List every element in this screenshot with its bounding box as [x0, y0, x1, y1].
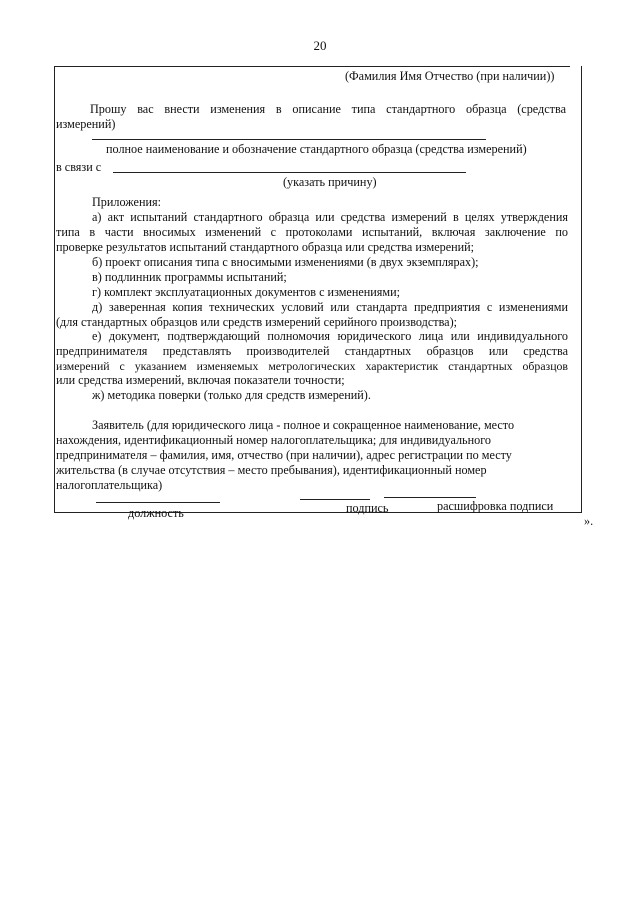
appendix-line: ж) методика поверки (только для средств измерений).	[92, 388, 371, 402]
appendix-line: д) заверенная копия технических условий или стандарта предприятия с изменениями	[92, 300, 568, 314]
header-note: (Фамилия Имя Отчество (при наличии))	[345, 69, 555, 83]
appendix-line: б) проект описания типа с вносимыми изменениями (в двух экземплярах);	[92, 255, 479, 269]
reason-prefix: в связи с	[56, 160, 102, 174]
appendix-line: г) комплект эксплуатационных документов с изменениями;	[92, 285, 401, 299]
appendix-line: или средства измерений, включая показатели точности;	[56, 373, 345, 387]
appendix-line: измерений с указанием изменяемых метрологических характеристик стандартных образцов	[56, 359, 568, 373]
appendix-line: в) подлинник программы испытаний;	[92, 270, 287, 284]
name-fill-line	[92, 139, 486, 140]
appendix-line: а) акт испытаний стандартного образца или средства измерений в целях утверждения	[92, 210, 568, 224]
position-caption: должность	[128, 506, 184, 520]
appendix-line: е) документ, подтверждающий полномочия юридического лица или индивидуального	[92, 329, 568, 343]
appendix-title: Приложения:	[92, 195, 161, 209]
reason-caption: (указать причину)	[283, 175, 377, 189]
applicant-line: нахождения, идентификационный номер налогоплательщика; для индивидуального	[56, 433, 492, 447]
closing-mark: ».	[584, 514, 594, 528]
applicant-line: предпринимателя – фамилия, имя, отчество (при наличии), адрес регистрации по месту	[56, 448, 512, 462]
request-line-2: измерений)	[56, 117, 116, 131]
request-line-1: Прошу вас внести изменения в описание типа стандартного образца (средства	[90, 102, 566, 116]
name-caption: полное наименование и обозначение стандартного образца (средства измерений)	[106, 142, 527, 156]
appendix-line: предпринимателя представлять производителей стандартных образцов или средства	[56, 344, 568, 358]
appendix-line: проверке результатов испытаний стандартного образца или средства измерений;	[56, 240, 475, 254]
applicant-line: Заявитель (для юридического лица - полное и сокращенное наименование, место	[92, 418, 515, 432]
applicant-line: жительства (в случае отсутствия – место пребывания), идентификационный номер	[56, 463, 487, 477]
sign-fill-line	[300, 499, 370, 500]
applicant-line: налогоплательщика)	[56, 478, 163, 492]
appendix-line: типа в части вносимых изменений с протоколами испытаний, включая заключение по	[56, 225, 568, 239]
page-number: 20	[313, 38, 327, 53]
decoding-fill-line	[384, 497, 476, 498]
reason-fill-line	[113, 172, 466, 173]
appendix-line: (для стандартных образцов или средств измерений серийного производства);	[56, 315, 458, 329]
decoding-caption: расшифровка подписи	[437, 499, 554, 513]
position-fill-line	[96, 502, 220, 503]
sign-caption: подпись	[346, 501, 389, 515]
